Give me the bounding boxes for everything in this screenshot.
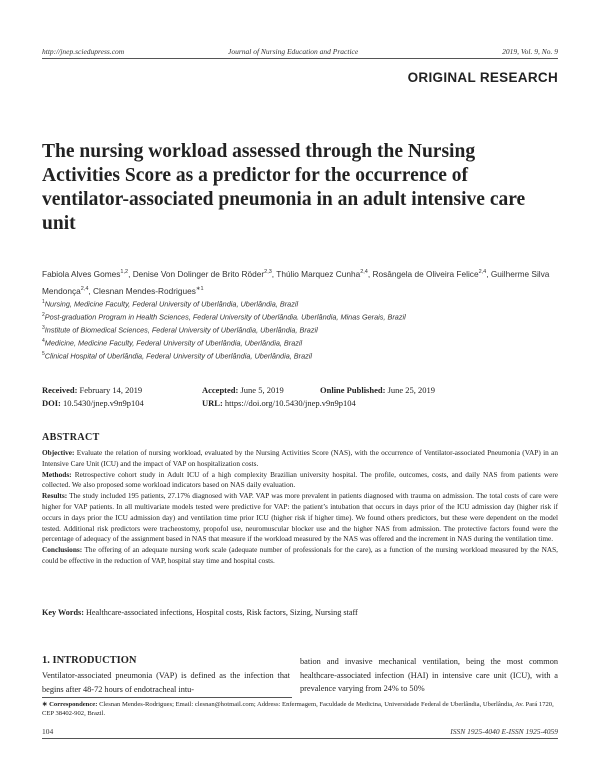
author-name: Fabiola Alves Gomes <box>42 268 121 279</box>
affiliation: $^1$Nursing, Medicine Faculty, Federal University of Uberlândia, Uberlândia, Brazil <box>42 299 299 309</box>
author-affil-sup: 2,4 <box>80 285 89 292</box>
affiliation: $^5$Clinical Hospital of Uberlândia, Federal University of Uberlândia, Uberlândia, Brazil <box>42 351 313 361</box>
intro-right-column: bation and invasive mechanical ventilation, being the most common healthcare-associated infection (HAI) in intensive care unit (ICU), with a prevalence varying from 24% to 50% <box>300 657 558 693</box>
header-journal: Journal of Nursing Education and Practice <box>228 47 359 56</box>
header-url[interactable]: http://jnep.sciedupress.com <box>42 47 125 56</box>
abstract-methods: Methods: Retrospective cohort study in Adult ICU of a high complexity Brazilian university hospital. The profile, outcomes, costs, and daily NAS from patients were collected. We also proposed some workload indicators based on NAS daily evaluation. <box>42 469 559 490</box>
author-affil-sup: ∗1 <box>195 285 204 292</box>
author-affil-sup: 2,3 <box>264 269 272 275</box>
doi-url-link[interactable]: https://doi.org/10.5430/jnep.v9n9p104 <box>224 398 356 408</box>
author-list: Fabiola Alves Gomes$^{1,2}$, Denise Von Dolinger de Brito Röder$^{2,3}$, Thúlio Marquez Cunha$^{2,4}$, Rosângela de Oliveira Felice$^{2,4}$, Guilherme Silva Mendonça$^{2,4}$, Clesnan Mendes-Rodrigues$^{∗1}$ <box>42 268 550 296</box>
author-name: Denise Von Dolinger de Brito Röder <box>132 268 265 279</box>
abstract-heading: ABSTRACT <box>42 432 100 443</box>
abstract-objective: Objective: Evaluate the relation of nursing workload, evaluated by the Nursing Activities Score (NAS), with the occurrence of Ventilator-associated Pneumonia (VAP) in an Intensive Care Unit (ICU) and the impact of VAP on hospitalization costs. <box>42 448 558 468</box>
abstract-conclusions: Conclusions: The offering of an adequate nursing work scale (adequate number of professionals for the care), as a function of the nursing workload measured by the NAS, could be effective in the reduction of VAP, hospital stay time and hospital costs. <box>42 545 559 565</box>
section-label: ORIGINAL RESEARCH <box>407 70 558 85</box>
doi-link[interactable]: 10.5430/jnep.v9n9p104 <box>63 398 144 408</box>
affiliation: $^3$Institute of Biomedical Sciences, Federal University of Uberlândia, Uberlândia, Brazil <box>42 325 318 335</box>
author-affil-sup: 1,2 <box>120 269 129 275</box>
doi-url: URL: https://doi.org/10.5430/jnep.v9n9p104 <box>202 398 356 408</box>
abstract-body <box>42 448 558 567</box>
published-date: Online Published: June 25, 2019 <box>320 385 436 395</box>
intro-left-column: Ventilator-associated pneumonia (VAP) is defined as the infection that begins after 48-72 hours of endotracheal intu- <box>42 671 290 694</box>
author-name: Thúlio Marquez Cunha <box>276 268 361 279</box>
introduction-heading: 1. INTRODUCTION <box>42 655 137 666</box>
footnote-divider <box>42 697 292 698</box>
header-divider <box>42 58 558 59</box>
author-name: Clesnan Mendes-Rodrigues <box>93 285 196 296</box>
author-affil-sup: 2,4 <box>360 269 368 275</box>
header-volume: 2019, Vol. 9, No. 9 <box>502 47 558 56</box>
paper-title: The nursing workload assessed through the Nursing Activities Score as a predictor for the occurrence of ventilator-associated pneumonia in an adult intensive care unit <box>42 141 526 234</box>
footer-divider <box>42 738 558 739</box>
abstract-results: Results: The study included 195 patients, 27.17% diagnosed with VAP. VAP was more prevalent in patients diagnosed with trauma on admission. The total costs of care were higher for VAP patients. In all multivariate models tested were predictive for VAP: the patient’s intubation that occurs in days prior of the ICU admission day (higher risk if occurs in days prior the ICU admission day) and ventilation time prior ICU (higher risk if higher time). We found others predictors, but these were dependent on the model tested. Additional risk predictors were tracheostomy, propofol use, neuromuscular blocker use and the higher NAS from admission. The protective factors found were the percentage of adequacy of the assignment based in NAS that measure if the workload measured by the NAS was offered and the increment in NAS during the ventilation time. <box>42 491 558 544</box>
page-number: 104 <box>42 727 54 736</box>
accepted-date: Accepted: June 5, 2019 <box>202 385 284 395</box>
received-date: Received: February 14, 2019 <box>42 385 143 395</box>
author-name: Guilherme Silva Mendonça <box>42 268 550 296</box>
author-affil-sup: 2,4 <box>478 269 487 275</box>
doi: DOI: 10.5430/jnep.v9n9p104 <box>42 398 144 408</box>
correspondence-footnote: ∗ Correspondence: Clesnan Mendes-Rodrigues; Email: clesnan@hotmail.com; Address: Enfermagem, Faculdade de Medicina, Universidade Federal de Uberlândia, Uberlândia, Av. Pará 1720, CEP 38402-902, Brazil. <box>42 701 554 717</box>
keywords: Key Words: Healthcare-associated infections, Hospital costs, Risk factors, Sizing, Nursing staff <box>42 608 358 617</box>
author-name: Rosângela de Oliveira Felice <box>372 268 479 279</box>
issn: ISSN 1925-4040 E-ISSN 1925-4059 <box>450 727 558 736</box>
affiliation: $^4$Medicine, Medicine Faculty, Federal University of Uberlândia, Uberlândia, Brazil <box>42 338 303 348</box>
affiliation: $^2$Post-graduation Program in Health Sciences, Federal University of Uberlândia. Uberlândia, Minas Gerais, Brazil <box>42 312 406 322</box>
